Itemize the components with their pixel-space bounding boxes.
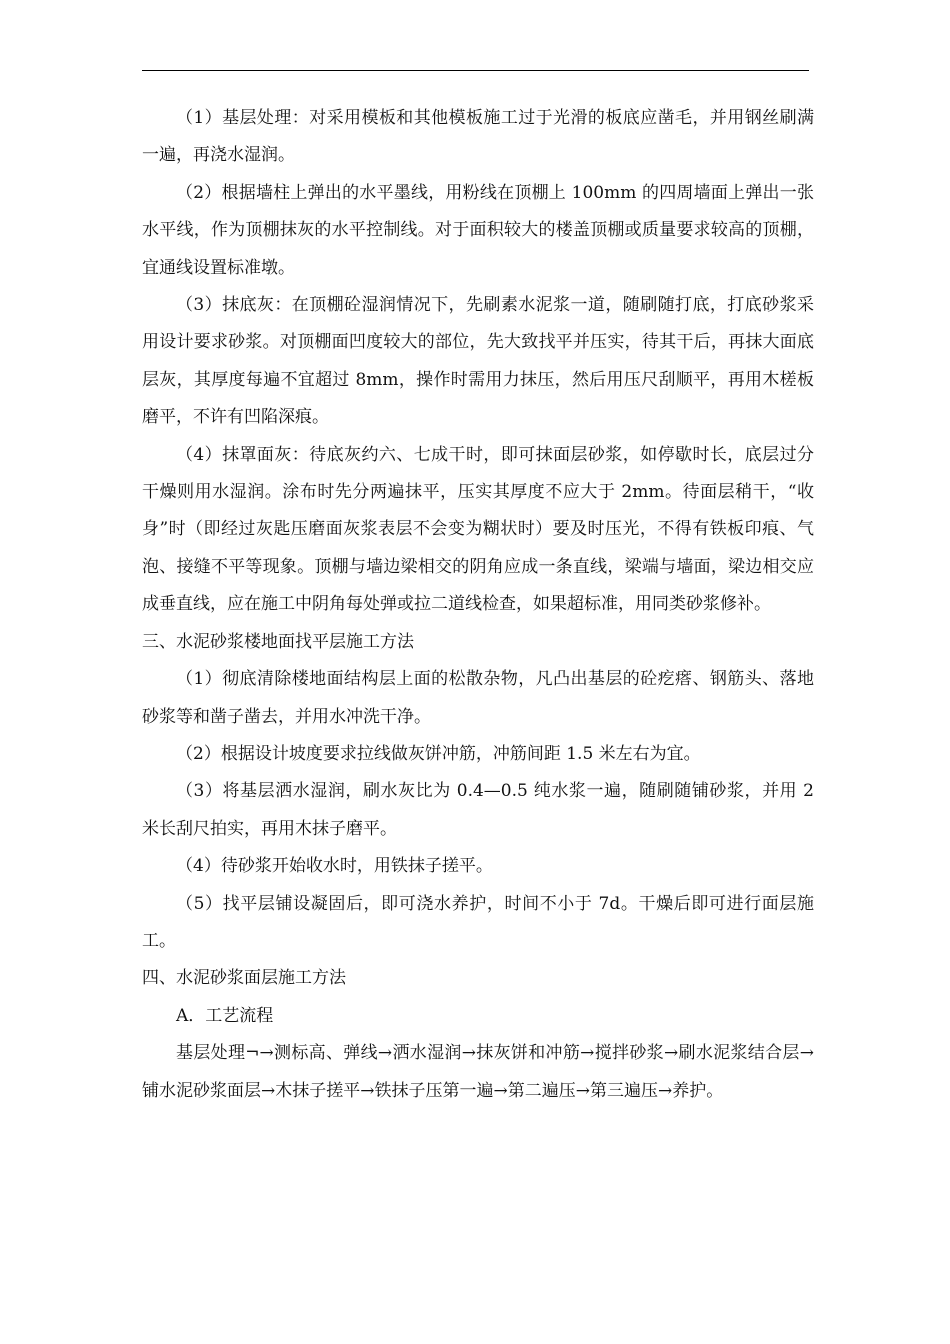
section-heading-leveling-layer: 三、水泥砂浆楼地面找平层施工方法 — [142, 631, 414, 652]
paragraph-level-line: （2）根据墙柱上弹出的水平墨线，用粉线在顶棚上 100mm 的四周墙面上弹出一张水平线，作为顶棚抹灰的水平控制线。对于面积较大的楼盖顶棚或质量要求较高的顶棚，宜通线设置标准墩。 — [142, 182, 814, 278]
paragraph-finish-coat: （4）抹罩面灰：待底灰约六、七成干时，即可抹面层砂浆，如停歇时长，底层过分干燥则用水湿润。涂布时先分两遍抹平，压实其厚度不应大于 2mm。待面层稍干，“收身”时（即经过灰匙压磨面灰浆表层不会变为糊状时）要及时压光，不得有铁板印痕、气泡、接缝不平等现象。顶棚与墙边梁相交的阴角应成一条直线，梁端与墙面，梁边相交应成垂直线，应在施工中阴角每处弹或拉二道线检查，如果超标准，用同类砂浆修补。 — [142, 444, 814, 615]
paragraph-process-steps: 基层处理¬→测标高、弹线→洒水湿润→抹灰饼和冲筋→搅拌砂浆→刷水泥浆结合层→铺水泥砂浆面层→木抹子搓平→铁抹子压第一遍→第二遍压→第三遍压→养护。 — [142, 1043, 814, 1101]
paragraph-wet-base: （3）将基层洒水湿润，刷水灰比为 0.4—0.5 纯水浆一遍，随刷随铺砂浆，并用 2 米长刮尺拍实，再用木抹子磨平。 — [142, 781, 814, 839]
paragraph-slope-rib: （2）根据设计坡度要求拉线做灰饼冲筋，冲筋间距 1.5 米左右为宜。 — [176, 743, 701, 764]
document-body — [142, 100, 814, 1110]
paragraph-base-treatment: （1）基层处理：对采用模板和其他模板施工过于光滑的板底应凿毛，并用钢丝刷满一遍，再浇水湿润。 — [142, 108, 814, 166]
paragraph-clean-base: （1）彻底清除楼地面结构层上面的松散杂物，凡凸出基层的砼疙瘩、钢筋头、落地砂浆等和凿子凿去，并用水冲洗干净。 — [142, 669, 814, 727]
header-rule — [142, 70, 809, 71]
section-heading-surface-layer: 四、水泥砂浆面层施工方法 — [142, 968, 346, 989]
paragraph-trowel-flat: （4）待砂浆开始收水时，用铁抹子搓平。 — [176, 856, 493, 877]
paragraph-base-coat: （3）抹底灰：在顶棚砼湿润情况下，先刷素水泥浆一道，随刷随打底，打底砂浆采用设计要求砂浆。对顶棚面凹度较大的部位，先大致找平并压实，待其干后，再抹大面底层灰，其厚度每遍不宜超过 8mm，操作时需用力抹压，然后用压尺刮顺平，再用木槎板磨平，不许有凹陷深痕。 — [142, 295, 814, 428]
paragraph-curing: （5）找平层铺设凝固后，即可浇水养护，时间不小于 7d。干燥后即可进行面层施工。 — [142, 893, 814, 951]
subheading-process-flow: A．工艺流程 — [176, 1005, 274, 1026]
